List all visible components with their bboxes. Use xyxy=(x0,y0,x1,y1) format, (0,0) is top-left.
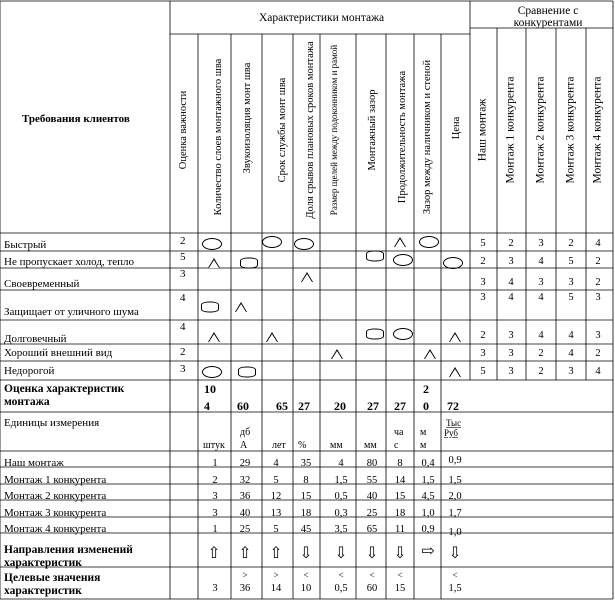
evaluation-label: Оценка характеристик монтажа xyxy=(4,383,125,408)
score: 3 xyxy=(568,366,574,377)
req-label: Недорогой xyxy=(4,365,55,377)
cell: 45 xyxy=(300,524,312,535)
cell: 3 xyxy=(212,508,218,519)
cell: 1,0 xyxy=(448,527,462,538)
score: 3 xyxy=(595,330,601,341)
req-importance: 2 xyxy=(180,235,186,247)
arrow-down-icon: ⇩ xyxy=(448,545,462,562)
score: 2 xyxy=(480,330,486,341)
weak-relation-symbol xyxy=(449,332,461,342)
req-importance: 3 xyxy=(180,363,186,375)
comp-header-3: Монтаж 3 конкурента xyxy=(564,76,577,184)
score: 4 xyxy=(538,256,544,267)
eval-value: 4 xyxy=(204,399,210,413)
strong-relation-symbol xyxy=(202,238,222,250)
score: 3 xyxy=(480,277,486,288)
score: 2 xyxy=(480,256,486,267)
target-sign: < xyxy=(397,570,403,580)
target-value: 3 xyxy=(212,583,218,594)
cell: 0,9 xyxy=(448,455,462,466)
strong-relation-symbol xyxy=(419,236,439,248)
unit: А xyxy=(240,440,248,451)
score: 3 xyxy=(595,292,601,303)
arrow-right-icon: ⇨ xyxy=(421,543,435,560)
score: 2 xyxy=(538,366,544,377)
score: 4 xyxy=(595,238,601,249)
cell: 1,5 xyxy=(421,475,435,486)
cell: 55 xyxy=(366,475,378,486)
score: 5 xyxy=(480,238,486,249)
score: 3 xyxy=(568,277,574,288)
cell: 40 xyxy=(366,491,378,502)
cell: 18 xyxy=(394,508,406,519)
row-label: Монтаж 1 конкурента xyxy=(4,474,107,486)
score: 2 xyxy=(538,348,544,359)
score: 3 xyxy=(508,256,514,267)
col-header-price: Цена xyxy=(450,116,462,140)
target-value: 1,5 xyxy=(448,583,462,594)
eval-value: 60 xyxy=(237,399,249,413)
row-label: Монтаж 2 конкурента xyxy=(4,490,107,502)
strong-relation-symbol xyxy=(262,236,282,248)
target-sign: > xyxy=(273,570,279,580)
cell: 15 xyxy=(394,491,406,502)
target-value: 14 xyxy=(270,583,282,594)
weak-relation-symbol xyxy=(266,332,278,342)
weak-relation-symbol xyxy=(208,332,220,342)
targets-label: Целевые значения характеристик xyxy=(4,572,101,597)
score: 3 xyxy=(538,238,544,249)
eval-value: 0 xyxy=(423,399,429,413)
cell: 8 xyxy=(303,475,309,486)
arrow-down-icon: ⇩ xyxy=(393,545,407,562)
eval-value: 10 xyxy=(204,382,216,396)
cell: 25 xyxy=(239,524,251,535)
score: 5 xyxy=(568,256,574,267)
col-header-gaps: Размер щелей между подоконником и рамой xyxy=(329,44,339,216)
comp-header-ours: Наш монтаж xyxy=(476,98,489,162)
score: 3 xyxy=(508,330,514,341)
arrow-down-icon: ⇩ xyxy=(334,545,348,562)
score: 3 xyxy=(508,348,514,359)
unit: лет xyxy=(272,440,286,451)
col-header-layers: Количество слоев монтажного шва xyxy=(212,58,224,216)
units-label: Единицы измерения xyxy=(4,417,100,429)
req-label: Своевременный xyxy=(4,278,80,290)
eval-value: 27 xyxy=(367,399,379,413)
row-label: Монтаж 4 конкурента xyxy=(4,523,107,535)
col-header-delays: Доля срывов плановых сроков монтажа xyxy=(304,41,316,219)
strong-relation-symbol xyxy=(294,238,314,250)
score: 2 xyxy=(595,277,601,288)
eval-value: 27 xyxy=(298,399,310,413)
req-label: Защищает от уличного шума xyxy=(4,306,139,318)
unit: м xyxy=(420,427,427,438)
score: 3 xyxy=(480,348,486,359)
directions-label: Направления изменений характеристик xyxy=(4,544,133,569)
score: 2 xyxy=(595,256,601,267)
weak-relation-symbol xyxy=(235,302,247,312)
score: 4 xyxy=(595,366,601,377)
req-importance: 5 xyxy=(180,251,186,263)
req-importance: 3 xyxy=(180,268,186,280)
strong-relation-symbol xyxy=(393,328,413,340)
req-importance: 2 xyxy=(180,346,186,358)
cell: 36 xyxy=(239,491,251,502)
medium-relation-symbol xyxy=(201,302,219,313)
req-label: Хороший внешний вид xyxy=(4,347,113,359)
unit: штук xyxy=(203,440,225,451)
cell: 1,5 xyxy=(448,475,462,486)
eval-value: 27 xyxy=(394,399,406,413)
cell: 1,0 xyxy=(421,508,435,519)
cell: 0,9 xyxy=(421,524,435,535)
arrow-up-icon: ⇧ xyxy=(269,545,283,562)
cell: 1,7 xyxy=(448,508,462,519)
unit: Руб xyxy=(444,428,458,438)
req-label: Долговечный xyxy=(4,333,67,345)
eval-value: 2 xyxy=(423,382,429,396)
target-sign: > xyxy=(242,570,248,580)
score: 2 xyxy=(568,238,574,249)
eval-value: 72 xyxy=(447,399,459,413)
target-value: 36 xyxy=(239,583,251,594)
row-label: Наш монтаж xyxy=(4,457,64,469)
arrow-up-icon: ⇧ xyxy=(238,545,252,562)
comp-header-1: Монтаж 1 конкурента xyxy=(504,76,517,184)
cell: 4 xyxy=(273,458,279,469)
target-sign: < xyxy=(303,570,309,580)
target-sign: < xyxy=(338,570,344,580)
weak-relation-symbol xyxy=(394,237,406,247)
col-header-duration: Продолжительность монтажа xyxy=(396,70,408,204)
weak-relation-symbol xyxy=(424,349,436,359)
cell: 80 xyxy=(366,458,378,469)
score: 4 xyxy=(538,330,544,341)
score: 4 xyxy=(508,277,514,288)
eval-value: 20 xyxy=(334,399,346,413)
weak-relation-symbol xyxy=(449,367,461,377)
cell: 35 xyxy=(300,458,312,469)
unit: ча xyxy=(394,427,404,438)
cell: 1,5 xyxy=(334,475,348,486)
strong-relation-symbol xyxy=(393,254,413,266)
medium-relation-symbol xyxy=(366,251,384,262)
score: 4 xyxy=(508,292,514,303)
cell: 14 xyxy=(394,475,406,486)
cell: 0,3 xyxy=(334,508,348,519)
score: 2 xyxy=(508,238,514,249)
comp-header-4: Монтаж 4 конкурента xyxy=(591,76,604,184)
unit: % xyxy=(298,440,307,451)
target-sign: < xyxy=(369,570,375,580)
cell: 0,5 xyxy=(334,491,348,502)
strong-relation-symbol xyxy=(202,366,222,378)
arrow-down-icon: ⇩ xyxy=(365,545,379,562)
score: 3 xyxy=(480,292,486,303)
arrow-up-icon: ⇧ xyxy=(207,545,221,562)
cell: 25 xyxy=(366,508,378,519)
unit: мм xyxy=(364,440,377,451)
unit: Тыс xyxy=(446,418,462,428)
score: 3 xyxy=(508,366,514,377)
cell: 65 xyxy=(366,524,378,535)
strong-relation-symbol xyxy=(443,257,463,269)
row-label: Монтаж 3 конкурента xyxy=(4,507,107,519)
score: 5 xyxy=(568,292,574,303)
cell: 29 xyxy=(239,458,251,469)
cell: 15 xyxy=(300,491,312,502)
medium-relation-symbol xyxy=(366,329,384,340)
client-requirements-header: Требования клиентов xyxy=(22,113,130,125)
comparison-header: Сравнение с конкурентами xyxy=(513,5,583,29)
col-header-mount-gap: Монтажный зазор xyxy=(366,89,378,171)
medium-relation-symbol xyxy=(238,367,256,378)
cell: 18 xyxy=(300,508,312,519)
score: 4 xyxy=(538,292,544,303)
arrow-down-icon: ⇩ xyxy=(299,545,313,562)
col-header-trim-gap: Зазор между наличником и стеной xyxy=(421,59,433,215)
weak-relation-symbol xyxy=(301,272,313,282)
cell: 0,4 xyxy=(421,458,435,469)
mount-characteristics-header: Характеристики монтажа xyxy=(259,12,385,24)
req-label: Не пропускает холод, тепло xyxy=(4,256,135,268)
eval-value: 65 xyxy=(276,399,288,413)
unit: с xyxy=(394,440,399,451)
target-value: 0,5 xyxy=(334,583,348,594)
weak-relation-symbol xyxy=(331,349,343,359)
col-header-sound: Звукоизоляция монт шва xyxy=(241,62,253,174)
weak-relation-symbol xyxy=(208,258,220,268)
unit: мм xyxy=(330,440,343,451)
cell: 12 xyxy=(270,491,282,502)
score: 5 xyxy=(480,366,486,377)
req-importance: 4 xyxy=(180,292,186,304)
cell: 32 xyxy=(239,475,251,486)
score: 4 xyxy=(568,348,574,359)
cell: 2 xyxy=(212,475,218,486)
cell: 8 xyxy=(397,458,403,469)
cell: 3,5 xyxy=(334,524,348,535)
target-value: 10 xyxy=(300,583,312,594)
importance-header: Оценка важности xyxy=(177,90,189,170)
cell: 5 xyxy=(273,475,279,486)
req-label: Быстрый xyxy=(4,239,47,251)
cell: 13 xyxy=(270,508,282,519)
unit: м xyxy=(420,440,427,451)
cell: 11 xyxy=(394,524,406,535)
req-importance: 4 xyxy=(180,321,186,333)
cell: 1 xyxy=(212,458,218,469)
cell: 4 xyxy=(338,458,344,469)
target-value: 60 xyxy=(366,583,378,594)
score: 2 xyxy=(595,348,601,359)
cell: 40 xyxy=(239,508,251,519)
score: 4 xyxy=(568,330,574,341)
cell: 2,0 xyxy=(448,491,462,502)
unit: дб xyxy=(240,427,251,438)
score: 3 xyxy=(538,277,544,288)
target-value: 15 xyxy=(394,583,406,594)
col-header-lifetime: Срок службы монт шва xyxy=(276,77,288,183)
medium-relation-symbol xyxy=(240,258,258,269)
cell: 5 xyxy=(273,524,279,535)
cell: 1 xyxy=(212,524,218,535)
comp-header-2: Монтаж 2 конкурента xyxy=(534,76,547,184)
cell: 4,5 xyxy=(421,491,435,502)
cell: 3 xyxy=(212,491,218,502)
target-sign: < xyxy=(452,570,458,580)
